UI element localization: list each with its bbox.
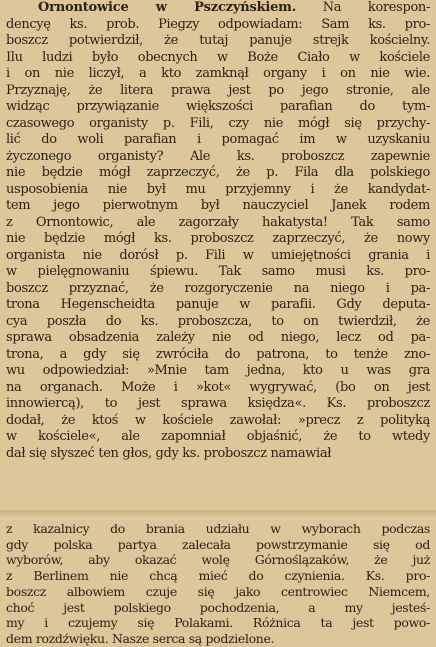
article-heading: Ornontowice w Pszczyńskiem. bbox=[38, 0, 297, 15]
text-line: z Berlinem nie chcą mieć do czynienia. Ks. pro- bbox=[6, 568, 430, 584]
text-line: choć jest polskiego pochodzenia, a my jesteś- bbox=[6, 599, 430, 615]
text-line: na organach. Może i »kot« wygrywać, (bo on jest bbox=[6, 379, 430, 395]
text-line: tem jego pierwotnym był nauczyciel Janek rodem bbox=[6, 198, 430, 213]
text-line: widząc przywiązanie większości parafian do tym- bbox=[6, 99, 430, 114]
text-line: dał się słyszeć ten głos, gdy ks. proboszcz namawiał bbox=[6, 445, 332, 461]
text-line: boszcz albowiem czuje się jako centrowiec Niemcem, bbox=[6, 583, 430, 599]
text-line: boszcz przyznać, że rozgoryczenie na niego i pa- bbox=[6, 280, 430, 296]
text-line: trona, a gdy się zwróciła do patrona, to tenże zno- bbox=[6, 346, 430, 362]
text-line: czasowego organisty p. Fili, czy nie mógł się przychy- bbox=[6, 115, 430, 131]
text-line: z kazalnicy do brania udziału w wyborach podczas bbox=[6, 521, 430, 536]
text-line: lić do woli parafian i pomagać im w uzyskaniu bbox=[6, 132, 430, 147]
text-line: organista nie dorósł p. Fili w umiejętności grania i bbox=[6, 247, 430, 263]
text-line: Ilu ludzi było obecnych w Boże Ciało w kościele bbox=[6, 49, 430, 65]
text-line: Przyznaję, że litera prawa jest po jego stronie, ale bbox=[6, 82, 430, 98]
text-line: my i czujemy się Polakami. Różnica ta jest powo- bbox=[6, 615, 430, 631]
text-line: z Ornontowic, ale zagorzały hakatysta! Tak samo bbox=[6, 214, 430, 230]
text-line: dem rozdźwięku. Nasze serca są podzielone. bbox=[6, 630, 275, 646]
text-line: w pielęgnowaniu śpiewu. Tak samo musi ks. pro- bbox=[6, 264, 430, 279]
text-line: sprawa obsadzenia zależy nie od niego, lecz od pa- bbox=[6, 330, 430, 345]
page-fold-divider bbox=[0, 510, 436, 520]
article-lower-column bbox=[6, 521, 430, 647]
text-line: dodał, że ktoś w kościele zawołał: »precz z polityką bbox=[6, 412, 430, 428]
text-line: Ornontowice w Pszczyńskiem. Na korespon- bbox=[38, 0, 430, 15]
article-upper-column bbox=[6, 0, 430, 462]
text-line: nie będzie mógł zaprzeczyć, że p. Fila dla polskiego bbox=[6, 165, 430, 180]
text-line: wyborów, aby okazać wolę Górnoślązaków, że już bbox=[6, 552, 430, 568]
text-line: boszcz potwierdził, że tutaj panuje strejk kościelny. bbox=[6, 33, 430, 48]
text-line: cya poszła do ks. proboszcza, to on twierdził, że bbox=[6, 313, 430, 329]
text-line: wu odpowiedział: »Mnie tam jedna, kto u was gra bbox=[6, 363, 430, 378]
text-line: życzonego organisty? Ale ks. proboszcz zapewnie bbox=[6, 148, 430, 164]
text-line: nie będzie mógł ks. proboszcz zaprzeczyć, że nowy bbox=[6, 231, 430, 246]
text-line: w kościele«, ale zapomniał objaśnić, że to wtedy bbox=[6, 429, 430, 444]
text-line: i on nie liczył, a kto zamknął organy i on nie wie. bbox=[6, 66, 430, 81]
text-line: gdy polska partya zalecała powstrzymanie się od bbox=[6, 536, 430, 552]
text-line: trona Hegenscheidta panuje w parafii. Gdy deputa- bbox=[6, 297, 430, 312]
text-line: dencyę ks. prob. Piegzy odpowiadam: Sam ks. pro- bbox=[6, 16, 430, 32]
text-line: usposobienia nie był mu przyjemny i że kandydat- bbox=[6, 181, 430, 197]
text-line: innowiercą), to jest sprawa księdza«. Ks. proboszcz bbox=[6, 396, 430, 411]
